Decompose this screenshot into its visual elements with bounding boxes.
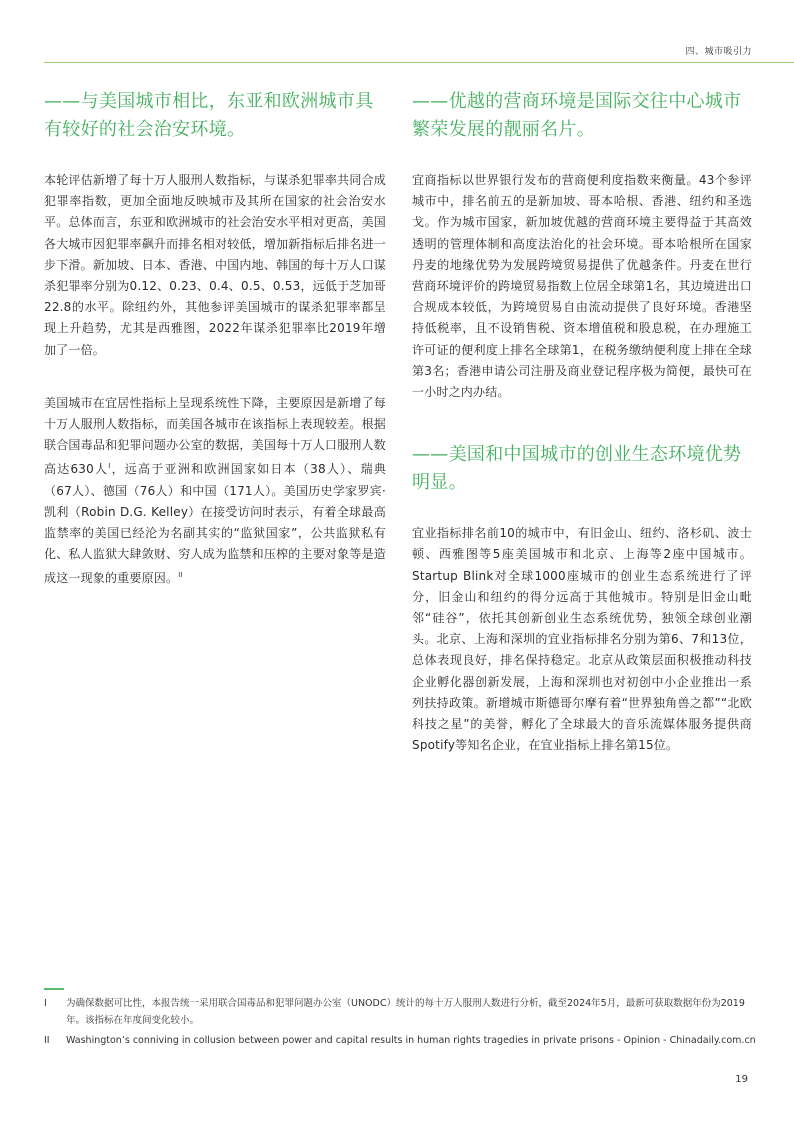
right-paragraph-2: 宜业指标排名前10的城市中，有旧金山、纽约、洛杉矶、波士顿、西雅图等5座美国城市和北京、上海等2座中国城市。Startup Blink对全球1000座城市的创业生态系统进行了评分，旧金山和纽约的得分远高于其他城市。特别是旧金山毗邻“硅谷”，依托其创新创业生态系统优势，独领全球创业潮头。北京、上海和深圳的宜业指标排名分别为第6、7和13位，总体表现良好，排名保持稳定。北京从政策层面积极推动科技企业孵化器创新发展，上海和深圳也对初创中小企业推出一系列扶持政策。新增城市斯德哥尔摩有着“世界独角兽之都”“北欧科技之星”的美誉，孵化了全球最大的音乐流媒体服务提供商Spotify等知名企业，在宜业指标上排名第15位。	[412, 526, 752, 753]
left-paragraph-2-part-a: 美国城市在宜居性指标上呈现系统性下降，主要原因是新增了每十万人服刑人数指标，而美国各城市在该指标上表现较差。根据联合国毒品和犯罪问题办公室的数据，美国每十万人口服刑人数高达630人	[44, 395, 386, 477]
left-paragraph-2-part-b: ，远高于亚洲和欧洲国家如日本（38人）、瑞典（67人）、德国（76人）和中国（171人）。美国历史学家罗宾·凯利（Robin D.G. Kelley）在接受访问时表示，有着全球最高监禁率的美国已经沦为名副其实的“监狱国家”，公共监狱私有化、私人监狱大肆敛财、穷人成为监禁和压榨的主要对象等是造成这一现象的重要原因。	[44, 462, 387, 586]
footnote-ref-2[interactable]: II	[178, 571, 183, 580]
footnote-item	[44, 996, 756, 1029]
header-rule	[44, 62, 794, 63]
footnote-number: I	[44, 998, 47, 1009]
footnotes	[44, 996, 756, 1054]
right-column	[412, 88, 752, 788]
left-paragraph-1: 本轮评估新增了每十万人服刑人数指标，与谋杀犯罪率共同合成犯罪率指数，更加全面地反映城市及其所在国家的社会治安水平。总体而言，东亚和欧洲城市的社会治安水平相对更高，美国各大城市因犯罪率飙升而排名相对较低，增加新指标后排名进一步下滑。新加坡、日本、香港、中国内地、韩国的每十万人口谋杀犯罪率分别为0.12、0.23、0.4、0.5、0.53，远低于芝加哥22.8的水平。除纽约外，其他参评美国城市的谋杀犯罪率都呈现上升趋势，尤其是西雅图，2022年谋杀犯罪率比2019年增加了一倍。	[44, 173, 386, 357]
right-heading-1: ——优越的营商环境是国际交往中心城市繁荣发展的靓丽名片。	[412, 91, 742, 140]
left-heading: ——与美国城市相比，东亚和欧洲城市具有较好的社会治安环境。	[44, 91, 374, 140]
right-heading-2: ——美国和中国城市的创业生态环境优势明显。	[412, 444, 742, 494]
footnote-ref-1[interactable]: I	[108, 462, 111, 471]
footnote-text: 为确保数据可比性，本报告统一采用联合国毒品和犯罪问题办公室（UNODC）统计的每十万人服刑人数进行分析，截至2024年5月，最新可获取数据年份为2019年。该指标在年度间变化较小。	[66, 998, 745, 1026]
footnote-text: Washington’s conniving in collusion between power and capital results in human rights tragedies in private prisons - Opinion - Chinadaily.com.cn	[66, 1035, 756, 1046]
footnote-divider	[44, 988, 64, 990]
footnote-number: II	[44, 1035, 50, 1046]
footnote-item	[44, 1033, 756, 1050]
left-column	[44, 88, 386, 622]
right-paragraph-1: 宜商指标以世界银行发布的营商便利度指数来衡量。43个参评城市中，排名前五的是新加坡、哥本哈根、香港、纽约和圣选戈。作为城市国家，新加坡优越的营商环境主要得益于其高效透明的管理体制和高度法治化的社会环境。哥本哈根所在国家丹麦的地缘优势为发展跨境贸易提供了优越条件。丹麦在世行营商环境评价的跨境贸易指数上位居全球第1名，其边境进出口合规成本较低，为跨境贸易自由流动提供了良好环境。香港坚持低税率，且不设销售税、资本增值税和股息税，在办理施工许可证的便利度上排名全球第1，在税务缴纳便利度上排在全球第3名；香港申请公司注册及商业登记程序极为简便，最快可在一小时之内办结。	[412, 173, 752, 400]
left-paragraph-2	[44, 393, 386, 590]
section-label: 四、城市吸引力	[685, 47, 752, 57]
page-number: 19	[735, 1074, 748, 1085]
